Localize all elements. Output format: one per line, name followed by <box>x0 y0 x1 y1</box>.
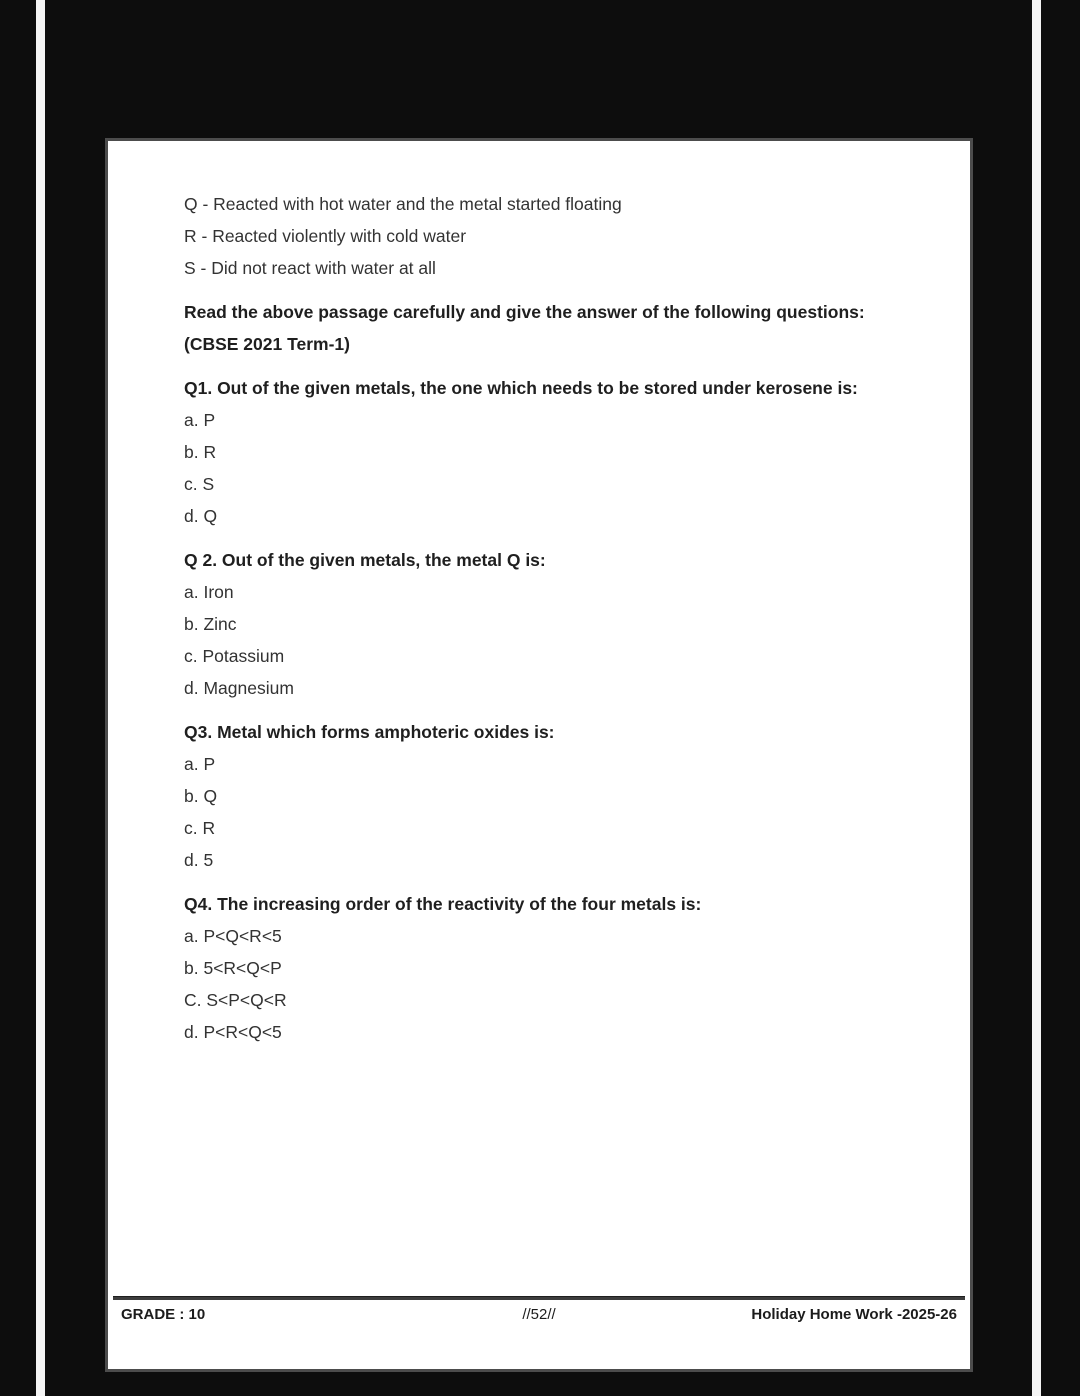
footer-grade: GRADE : 10 <box>121 1306 206 1323</box>
question-option: a. P <box>184 754 216 774</box>
question-option: b. Q <box>184 786 218 806</box>
passage-line: Q - Reacted with hot water and the metal started floating <box>184 194 622 214</box>
question-4 <box>184 888 900 1048</box>
footer-row <box>113 1300 965 1323</box>
question-option: b. 5<R<Q<P <box>184 958 282 978</box>
question-option: C. S<P<Q<R <box>184 990 287 1010</box>
question-1 <box>184 372 900 532</box>
right-edge-strip <box>1032 0 1041 1396</box>
question-heading: Q4. The increasing order of the reactivity of the four metals is: <box>184 894 702 914</box>
question-3 <box>184 716 900 876</box>
question-heading: Q1. Out of the given metals, the one which needs to be stored under kerosene is: <box>184 378 858 398</box>
footer-homework-title: Holiday Home Work -2025-26 <box>751 1306 957 1323</box>
question-option: c. Potassium <box>184 646 285 666</box>
instruction-line: (CBSE 2021 Term-1) <box>184 334 350 354</box>
question-heading: Q 2. Out of the given metals, the metal Q is: <box>184 550 546 570</box>
question-option: c. S <box>184 474 215 494</box>
question-option: d. P<R<Q<5 <box>184 1022 282 1042</box>
question-option: a. Iron <box>184 582 234 602</box>
page-content <box>108 141 970 1048</box>
question-2 <box>184 544 900 704</box>
footer-page-number: //52// <box>522 1306 556 1323</box>
question-option: d. 5 <box>184 850 214 870</box>
instruction-line: Read the above passage carefully and give the answer of the following questions: <box>184 302 865 322</box>
question-option: d. Magnesium <box>184 678 294 698</box>
document-page <box>105 138 973 1372</box>
passage-line: R - Reacted violently with cold water <box>184 226 467 246</box>
question-option: a. P<Q<R<5 <box>184 926 282 946</box>
instruction <box>184 296 900 360</box>
question-option: c. R <box>184 818 216 838</box>
left-edge-strip <box>36 0 45 1396</box>
passage-line: S - Did not react with water at all <box>184 258 436 278</box>
question-option: a. P <box>184 410 216 430</box>
question-option: b. Zinc <box>184 614 237 634</box>
question-option: d. Q <box>184 506 218 526</box>
page-footer <box>113 1296 965 1323</box>
question-option: b. R <box>184 442 217 462</box>
passage <box>184 188 900 284</box>
question-heading: Q3. Metal which forms amphoteric oxides is: <box>184 722 555 742</box>
